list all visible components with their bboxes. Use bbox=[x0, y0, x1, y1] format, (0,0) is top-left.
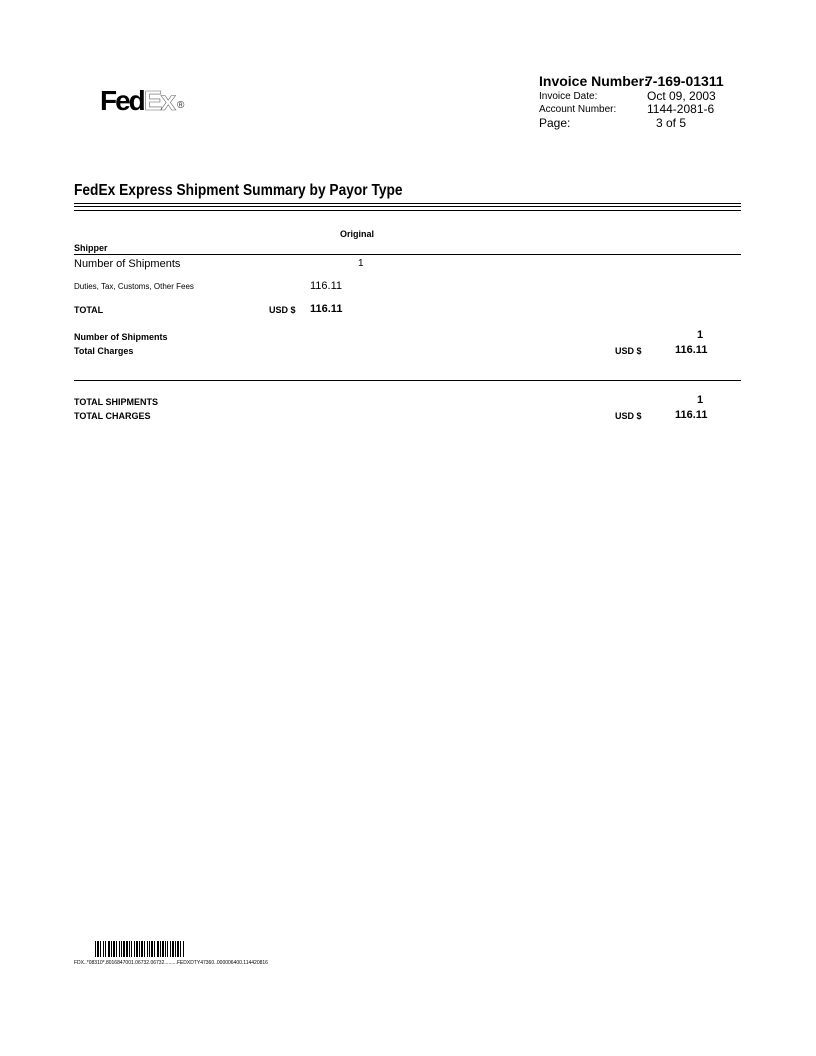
fedex-logo bbox=[100, 86, 184, 121]
summary-rule bbox=[74, 380, 741, 381]
row-value-duties: 116.11 bbox=[310, 280, 343, 292]
summary-shipments-label: Number of Shipments bbox=[74, 332, 168, 342]
title-rule bbox=[74, 210, 741, 211]
logo-ex: Ex bbox=[143, 85, 175, 116]
page-label: Page: bbox=[539, 116, 571, 130]
section-header-shipper: Shipper bbox=[74, 243, 108, 253]
invoice-date: Oct 09, 2003 bbox=[647, 89, 716, 103]
grand-total-shipments-value: 1 bbox=[697, 394, 704, 406]
row-label-number-of-shipments: Number of Shipments bbox=[74, 258, 181, 270]
summary-charges-value: 116.11 bbox=[675, 344, 708, 356]
summary-charges-currency: USD $ bbox=[615, 346, 642, 356]
barcode-gap bbox=[184, 941, 185, 957]
column-header-original: Original bbox=[340, 229, 375, 239]
logo-registered-mark: ® bbox=[177, 100, 185, 111]
grand-total-charges-label: TOTAL CHARGES bbox=[74, 411, 151, 421]
total-label: TOTAL bbox=[74, 305, 104, 315]
summary-charges-label: Total Charges bbox=[74, 346, 134, 356]
barcode-text: FDX..*08310*.8016847001.06732.06732.........FEDXDTY47360..000006400.114420816 bbox=[74, 960, 268, 966]
grand-total-charges-currency: USD $ bbox=[615, 411, 642, 421]
invoice-number: 7-169-01311 bbox=[645, 73, 724, 89]
page-number: 3 of 5 bbox=[656, 116, 687, 130]
title-double-rule bbox=[74, 203, 741, 207]
barcode bbox=[95, 941, 185, 957]
grand-total-shipments-label: TOTAL SHIPMENTS bbox=[74, 397, 159, 407]
row-value-number-of-shipments: 1 bbox=[358, 258, 364, 269]
account-number: 1144-2081-6 bbox=[647, 102, 715, 116]
total-value: 116.11 bbox=[310, 303, 343, 315]
account-number-label: Account Number: bbox=[539, 104, 617, 115]
total-currency: USD $ bbox=[269, 305, 296, 315]
page-title: FedEx Express Shipment Summary by Payor Type bbox=[74, 182, 403, 199]
invoice-number-label: Invoice Number: bbox=[539, 73, 649, 89]
row-label-duties: Duties, Tax, Customs, Other Fees bbox=[74, 282, 194, 291]
logo-fed: Fed bbox=[100, 85, 144, 116]
grand-total-charges-value: 116.11 bbox=[675, 409, 708, 421]
summary-shipments-value: 1 bbox=[697, 329, 704, 341]
section-rule bbox=[74, 254, 741, 255]
invoice-date-label: Invoice Date: bbox=[539, 91, 598, 102]
